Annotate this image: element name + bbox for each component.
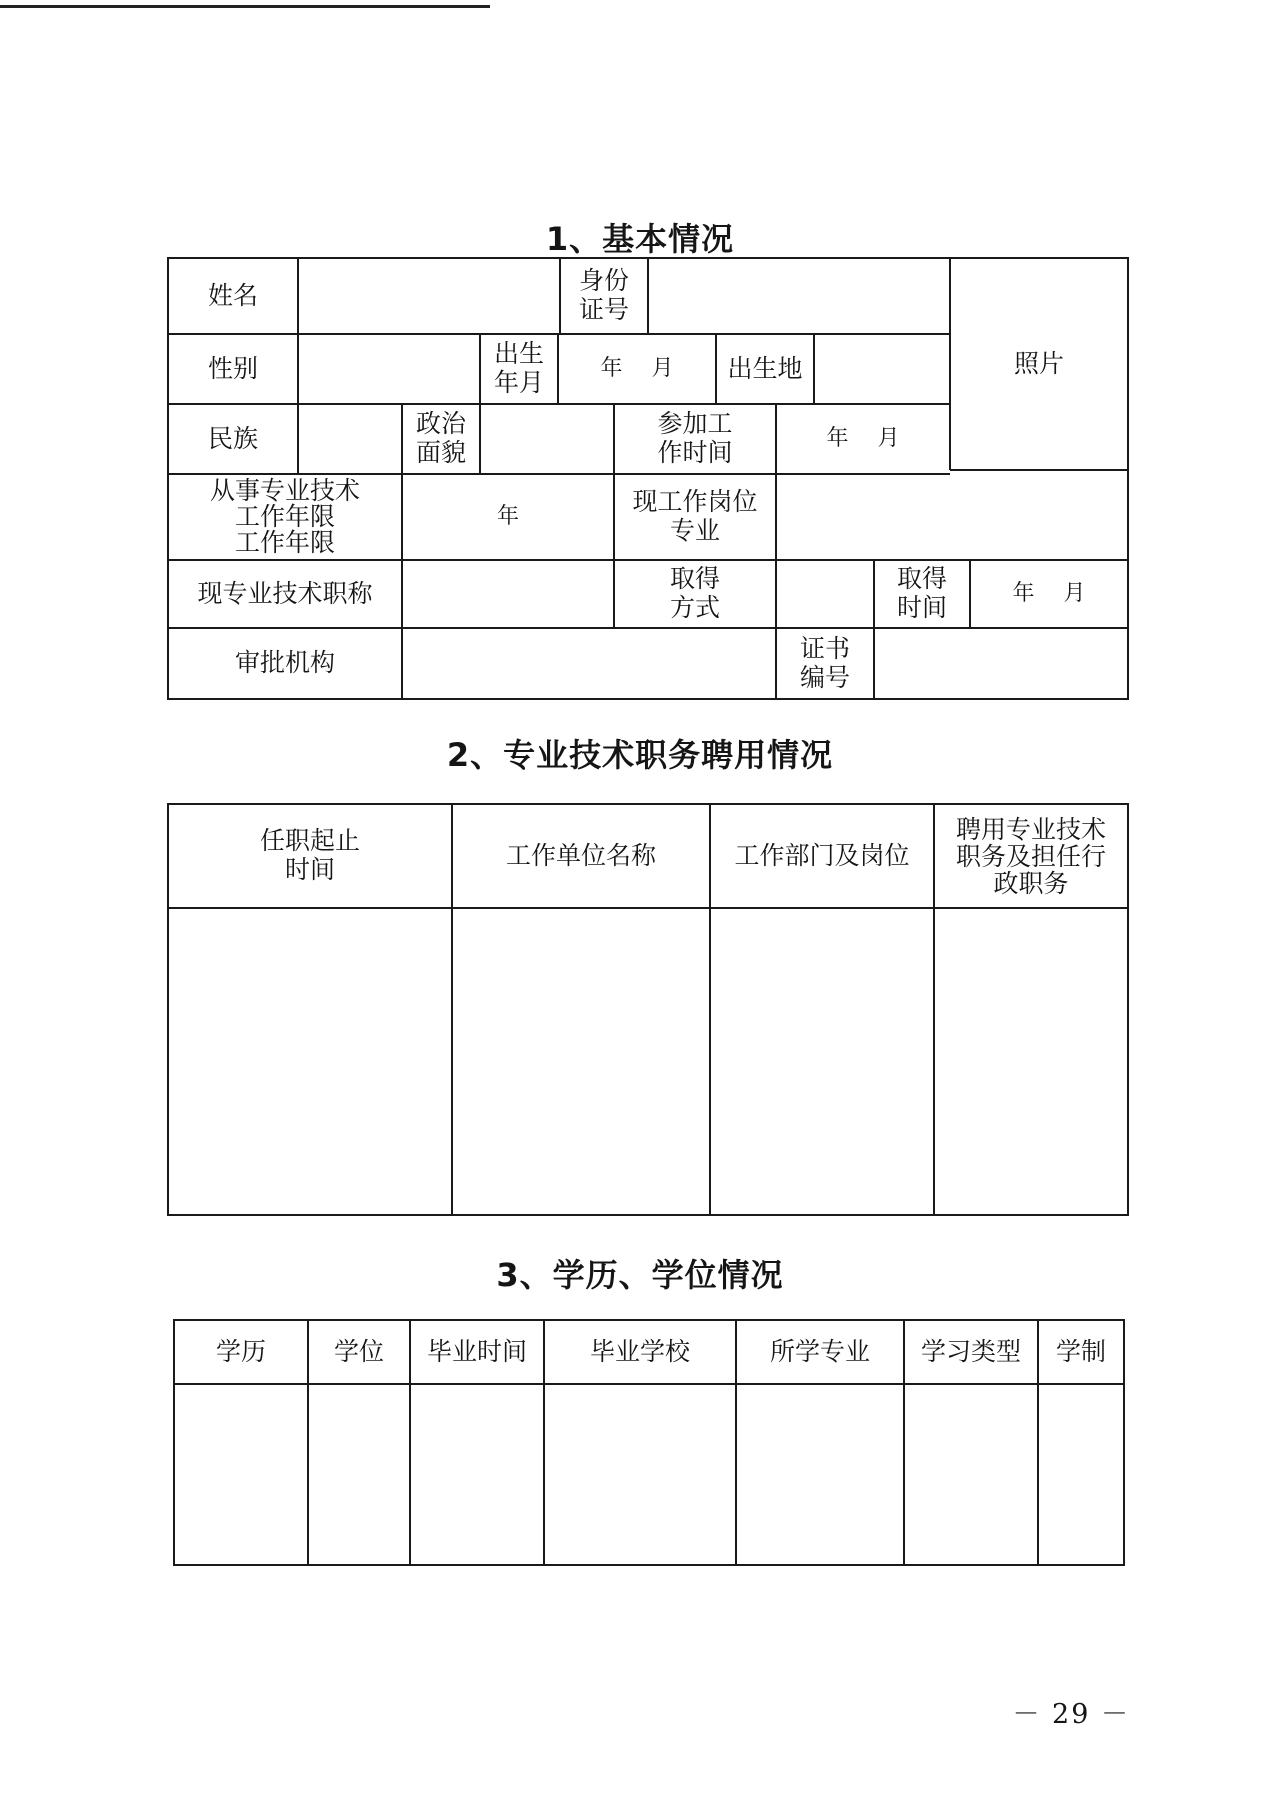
section3-title: 3、学历、学位情况 bbox=[496, 1256, 784, 1294]
input-duration[interactable] bbox=[1038, 1384, 1124, 1565]
label-birthplace: 出生地 bbox=[727, 353, 803, 383]
input-id-number[interactable] bbox=[648, 258, 950, 334]
header-department: 工作部门及岗位 bbox=[734, 840, 910, 870]
header-duration: 学制 bbox=[1055, 1336, 1106, 1366]
label-current-title: 现专业技术职称 bbox=[197, 578, 373, 608]
input-degree[interactable] bbox=[308, 1384, 410, 1565]
header-school: 毕业学校 bbox=[589, 1336, 690, 1366]
input-years-in-field[interactable]: 年 bbox=[496, 504, 519, 530]
input-education[interactable] bbox=[174, 1384, 308, 1565]
input-obtain-time[interactable]: 年 月 bbox=[1012, 581, 1086, 607]
input-major[interactable] bbox=[736, 1384, 904, 1565]
section2-title: 2、专业技术职务聘用情况 bbox=[446, 736, 834, 774]
input-certificate-no[interactable] bbox=[874, 628, 1128, 699]
label-id-number: 身份 证号 bbox=[578, 266, 629, 324]
header-graduation-time: 毕业时间 bbox=[426, 1336, 527, 1366]
input-appointed-position[interactable] bbox=[934, 908, 1128, 1215]
label-approving-body: 审批机构 bbox=[234, 648, 335, 678]
input-employer[interactable] bbox=[452, 908, 710, 1215]
label-certificate-no: 证书 编号 bbox=[799, 633, 850, 692]
input-term[interactable] bbox=[168, 908, 452, 1215]
input-political[interactable] bbox=[480, 404, 614, 474]
header-appointed-position: 聘用专业技术 职务及担任行 政职务 bbox=[955, 814, 1106, 898]
label-ethnicity: 民族 bbox=[207, 423, 258, 453]
photo-box[interactable]: 照片 bbox=[1013, 348, 1064, 378]
header-study-type: 学习类型 bbox=[920, 1336, 1021, 1366]
input-approving-body[interactable] bbox=[402, 628, 776, 699]
page-number: － 29 － bbox=[1012, 1699, 1130, 1730]
input-birthplace[interactable] bbox=[814, 334, 950, 404]
input-current-title[interactable] bbox=[402, 560, 614, 628]
input-department[interactable] bbox=[710, 908, 934, 1215]
label-obtain-time: 取得 时间 bbox=[896, 564, 947, 622]
input-obtain-method[interactable] bbox=[776, 560, 874, 628]
input-gender[interactable] bbox=[298, 334, 480, 404]
header-degree: 学位 bbox=[333, 1336, 384, 1366]
label-gender: 性别 bbox=[207, 353, 258, 383]
header-major: 所学专业 bbox=[769, 1336, 870, 1366]
input-current-post-major[interactable] bbox=[776, 474, 1128, 560]
label-current-post-major: 现工作岗位 专业 bbox=[632, 487, 758, 545]
label-work-start: 参加工 作时间 bbox=[657, 409, 733, 467]
input-ethnicity[interactable] bbox=[298, 404, 402, 474]
label-name: 姓名 bbox=[207, 280, 258, 310]
header-term: 任职起止 时间 bbox=[259, 826, 360, 884]
input-study-type[interactable] bbox=[904, 1384, 1038, 1565]
section1-title: 1、基本情况 bbox=[545, 220, 735, 258]
header-employer: 工作单位名称 bbox=[505, 840, 656, 870]
input-school[interactable] bbox=[544, 1384, 736, 1565]
input-birth[interactable]: 年 月 bbox=[600, 356, 674, 382]
input-work-start[interactable]: 年 月 bbox=[826, 426, 900, 452]
input-graduation-time[interactable] bbox=[410, 1384, 544, 1565]
label-years-in-field: 从事专业技术 工作年限 工作年限 bbox=[209, 475, 360, 558]
label-obtain-method: 取得 方式 bbox=[669, 564, 720, 622]
header-education: 学历 bbox=[215, 1336, 266, 1366]
label-birth: 出生 年月 bbox=[493, 339, 544, 397]
label-political: 政治 面貌 bbox=[415, 409, 466, 467]
input-name[interactable] bbox=[298, 258, 560, 334]
